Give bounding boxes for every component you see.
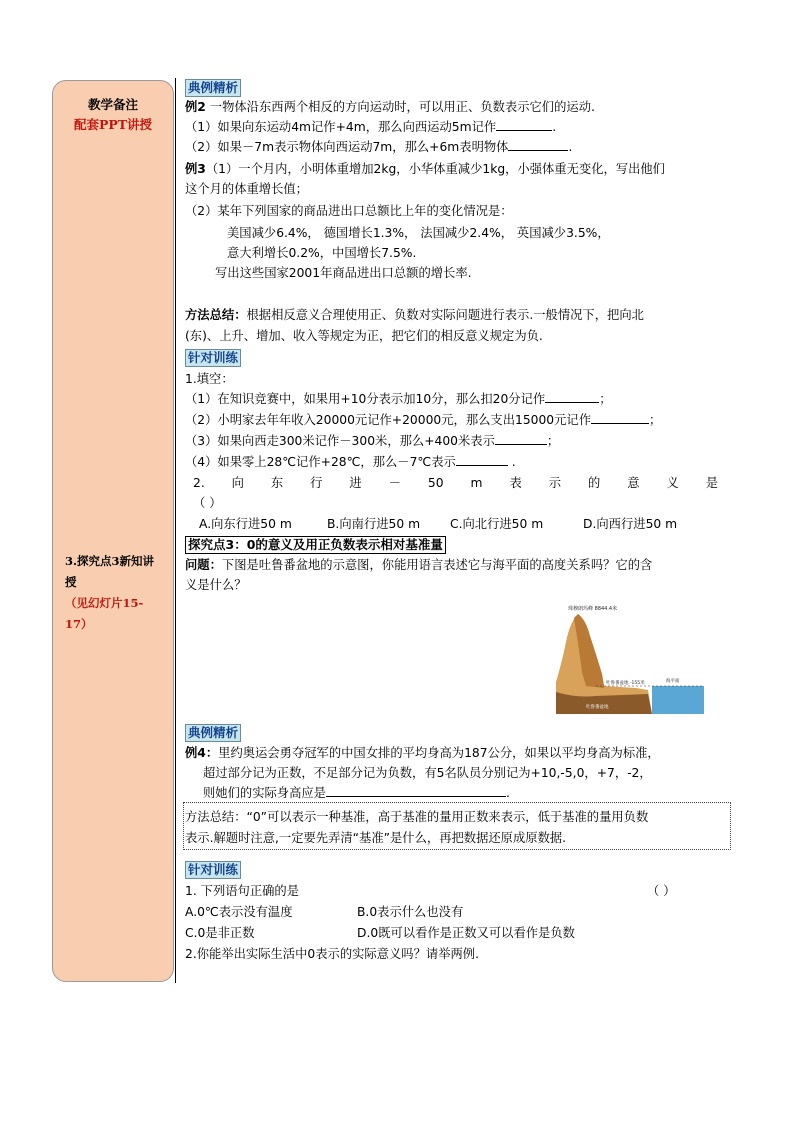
answer-paren: （ ） [647, 884, 676, 898]
method-summary-2b: 表示.解题时注意,一定要先弄清“基准”是什么，再把数据还原成原数据. [185, 831, 567, 845]
example3-q2: （2）某年下列国家的商品进出口总额比上年的变化情况是： [185, 204, 513, 218]
method-summary-1b: (东)、上升、增加、收入等规定为正，把它们的相反意义规定为负. [185, 329, 543, 343]
sidebar-section-title: 3.探究点3新知讲授 [65, 554, 155, 589]
method-summary-1 [185, 306, 644, 326]
answer-blank[interactable] [591, 411, 649, 424]
question-line2: 义是什么？ [185, 578, 247, 592]
punct: . [568, 140, 573, 154]
answer-blank[interactable] [545, 390, 599, 403]
q2-char: 东 [270, 476, 284, 490]
sidebar-notes [52, 80, 174, 982]
option-b: B.向南行进50 m [327, 517, 421, 531]
training-item-1-text: （1）在知识竞赛中，如果用+10分表示加10分，那么扣20分记作 [185, 392, 546, 406]
sidebar-title: 教学备注 [87, 97, 138, 112]
section-header-example-2: 典例精析 [185, 724, 241, 742]
method-text1: 根据相反意义合理使用正、负数对实际问题进行表示.一般情况下，把向北 [246, 308, 644, 322]
training2-option-a: A.0℃表示没有温度 [185, 905, 293, 919]
example4-label: 例4： [185, 746, 219, 760]
training-item-2 [185, 411, 661, 431]
turpan-basin-figure [556, 602, 704, 714]
example4-line1 [185, 744, 660, 764]
training2-option-b: B.0表示什么也没有 [357, 905, 464, 919]
training-fill-title: 1.填空： [185, 372, 234, 386]
question-line1 [185, 556, 652, 576]
q2-char: 向 [231, 476, 244, 490]
training2-q1: 1. 下列语句正确的是 [185, 884, 300, 898]
question-label: 问题： [185, 558, 222, 572]
basin-bottom-label: 吐鲁番盆地 [586, 705, 609, 710]
q2-char: 表 [509, 476, 522, 490]
answer-blank[interactable] [496, 118, 552, 131]
example2-label: 例2 [185, 100, 206, 114]
section-header-training-2: 针对训练 [185, 861, 241, 879]
method-summary-2a: 方法总结：“0”可以表示一种基准，高于基准的量用正数来表示，低于基准的量用负数 [185, 810, 649, 824]
training-q2-line [193, 474, 718, 494]
training-item-1 [185, 390, 612, 410]
example4-text1: 里约奥运会勇夺冠军的中国女排的平均身高为187公分，如果以平均身高为标准， [218, 746, 660, 760]
example3-line2: 这个月的体重增长值； [185, 182, 308, 196]
option-c: C.向北行进50 m [450, 517, 544, 531]
answer-blank[interactable] [508, 138, 568, 151]
example4-text3: 则她们的实际身高应是 [203, 786, 326, 800]
q2-char: 进 [349, 476, 362, 490]
training2-option-d: D.0既可以看作是正数又可以看作是负数 [357, 926, 575, 940]
example3-text1: （1）一个月内，小明体重增加2kg，小华体重减少1kg，小强体重无变化，写出他们 [205, 162, 665, 176]
answer-paren: （ ） [193, 496, 222, 510]
peak-label: 珠穆朗玛峰 8844.4米 [568, 606, 618, 612]
training-item-2-text: （2）小明家去年年收入20000元记作+20000元，那么支出15000元记作 [185, 413, 592, 427]
example4-line3 [203, 784, 510, 804]
method-label: 方法总结： [185, 308, 247, 322]
basin-level-label: 吐鲁番盆地 -155米 [606, 681, 645, 686]
section-header-explore3: 探究点3：0的意义及用正负数表示相对基准量 [185, 536, 446, 554]
punct: ； [546, 434, 560, 448]
q2-char: － [388, 476, 401, 490]
punct: . [505, 786, 510, 800]
section-header-training: 针对训练 [185, 349, 241, 367]
example3-data-line1: 美国减少6.4%， 德国增长1.3%， 法国减少2.4%， 英国减少3.5%， [227, 226, 610, 240]
sea-level-label: 海平面 [666, 679, 680, 684]
example2-line [185, 98, 595, 118]
example2-q2 [185, 138, 572, 158]
q2-char: 是 [705, 476, 718, 490]
q2-char: 2. [193, 476, 205, 490]
q2-char: 示 [548, 476, 561, 490]
punct: . [552, 120, 557, 134]
answer-blank[interactable] [495, 432, 547, 445]
example3-line1 [185, 160, 665, 180]
q2-char: 义 [666, 476, 679, 490]
example3-data-line3: 写出这些国家2001年商品进出口总额的增长率. [215, 266, 472, 280]
section-header-example: 典例精析 [185, 79, 241, 97]
question-text1: 下图是吐鲁番盆地的示意图，你能用语言表述它与海平面的高度关系吗？它的含 [221, 558, 653, 572]
punct: ； [649, 413, 662, 427]
example3-label: 例3 [185, 162, 206, 176]
option-d: D.向西行进50 m [583, 517, 678, 531]
training-item-4-text: （4）如果零上28℃记作+28℃，那么－7℃表示 [185, 455, 456, 469]
training-item-3 [185, 432, 559, 452]
example2-q1-text: （1）如果向东运动4m记作+4m，那么向西运动5m记作 [185, 120, 497, 134]
training2-option-c: C.0是非正数 [185, 926, 255, 940]
column-divider [175, 78, 176, 983]
q2-char: 意 [627, 476, 640, 490]
example2-text: 一物体沿东西两个相反的方向运动时，可以用正、负数表示它们的运动. [209, 100, 595, 114]
q2-char: 50 [427, 476, 444, 490]
answer-blank[interactable] [326, 784, 506, 797]
sidebar-section-note: （见幻灯片15-17） [65, 596, 144, 631]
q2-char: 行 [310, 476, 323, 490]
training2-q2: 2.你能举出实际生活中0表示的实际意义吗？请举两例. [185, 947, 479, 961]
punct: . [511, 455, 516, 469]
training-item-3-text: （3）如果向西走300米记作－300米，那么+400米表示 [185, 434, 495, 448]
sidebar-subtitle: 配套PPT讲授 [73, 117, 153, 132]
q2-char: m [470, 476, 483, 490]
answer-blank[interactable] [456, 453, 508, 466]
example4-line2: 超过部分记为正数，不足部分记为负数，有5名队员分别记为+10,-5,0，+7，-2， [203, 766, 652, 780]
q2-char: 的 [587, 476, 601, 490]
example2-q2-text: （2）如果－7m表示物体向西运动7m，那么+6m表明物体 [185, 140, 509, 154]
sidebar-section [65, 551, 165, 635]
example2-q1 [185, 118, 556, 138]
option-a: A.向东行进50 m [199, 517, 292, 531]
training-item-4 [185, 453, 516, 473]
punct: ； [599, 392, 612, 406]
example3-data-line2: 意大利增长0.2%，中国增长7.5%. [227, 246, 417, 260]
